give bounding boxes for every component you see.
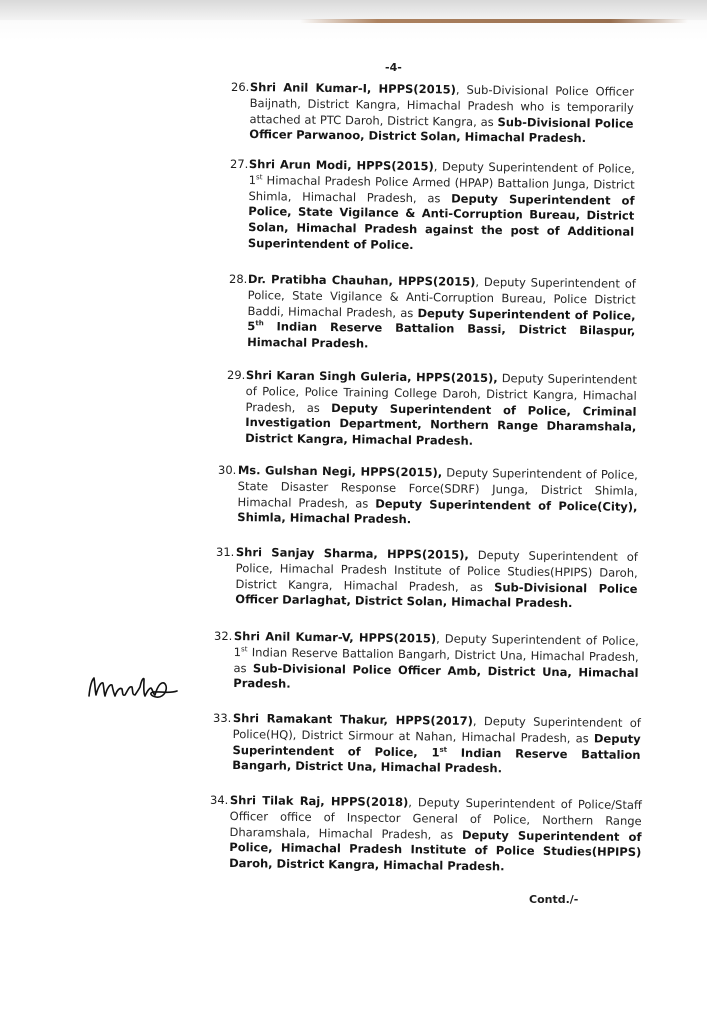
new-posting: Sub-Divisional Police Officer Amb, District Una, Himachal Pradesh. — [233, 660, 639, 692]
ordinal-suffix: st — [256, 173, 263, 182]
new-posting: Sub-Divisional Police Officer Darlaghat, District Solan, Himachal Pradesh. — [235, 579, 638, 611]
entry-number: 29. — [227, 368, 246, 382]
entry-33 — [213, 711, 641, 774]
current-posting: , Deputy Superintendent of Police/Staff Officer office of Inspector General of Police, Northern Range Dharamshala, Himachal Pradesh, as — [229, 795, 642, 842]
officer-name: Shri Arun Modi, HPPS(2015) — [248, 157, 434, 174]
current-posting-a: , Deputy Superintendent of Police, 1 — [248, 159, 635, 187]
officer-name: Shri Karan Singh Guleria, HPPS(2015), — [245, 368, 498, 386]
entry-number: 34. — [210, 793, 229, 807]
current-posting: , Deputy Superintendent of Police, State Vigilance & Anti-Corruption Bureau, Police District Baddi, Himachal Pradesh, as — [247, 274, 636, 320]
entry-number: 31. — [216, 545, 235, 559]
officer-name: Shri Ramakant Thakur, HPPS(2017) — [232, 711, 473, 728]
page-number: -4- — [385, 61, 402, 74]
entry-text — [237, 463, 638, 531]
signature-scribble-icon — [85, 668, 185, 704]
entry-26 — [231, 80, 634, 146]
current-posting: , Deputy Superintendent of Police(HQ), District Sirmour at Nahan, Himachal Pradesh, as — [232, 713, 641, 746]
entry-31 — [216, 545, 638, 611]
entry-number: 30. — [218, 463, 237, 477]
new-posting-a: Deputy Superintendent of Police, 1 — [232, 731, 641, 760]
continued-marker: Contd./- — [529, 893, 579, 906]
entry-text — [233, 629, 639, 697]
new-posting-a: Deputy Superintendent of Police, 5 — [247, 305, 636, 334]
current-posting: , Sub-Divisional Police Officer Baijnath, District Kangra, Himachal Pradesh who is temporarily attached at PTC Daroh, District Kangra, as — [249, 82, 634, 129]
officer-name: Ms. Gulshan Negi, HPPS(2015), — [237, 463, 443, 480]
current-posting: Deputy Superintendent of Police, Police Training College Daroh, District Kangra, Himachal Pradesh, as — [245, 371, 637, 415]
current-posting: Deputy Superintendent of Police, Himachal Pradesh Institute of Police Studies(HPIPS) Daroh, District Kangra, Himachal Pradesh, as — [235, 547, 638, 594]
new-posting-b: Indian Reserve Battalion Bangarh, District Una, Himachal Pradesh. — [232, 745, 641, 776]
entry-number: 28. — [229, 272, 248, 286]
current-posting-b: Himachal Pradesh Police Armed (HPAP) Battalion Junga, District Shimla, Himachal Pradesh, as — [248, 172, 635, 206]
new-posting-b: Indian Reserve Battalion Bassi, District Bilaspur, Himachal Pradesh. — [247, 319, 636, 351]
entry-text — [229, 793, 642, 877]
entry-29 — [227, 368, 637, 447]
signature — [85, 668, 185, 708]
new-posting: Deputy Superintendent of Police, Himachal Pradesh Institute of Police Studies(HPIPS) Daroh, District Kangra, Himachal Pradesh. — [229, 827, 642, 874]
entry-text — [235, 545, 638, 613]
entry-text — [247, 272, 636, 356]
scan-top-edge — [0, 0, 707, 20]
entry-number: 27. — [230, 157, 249, 171]
entry-28 — [229, 272, 636, 351]
officer-name: Shri Anil Kumar-I, HPPS(2015) — [249, 80, 456, 97]
entry-text — [249, 80, 634, 148]
entry-27 — [230, 157, 635, 252]
new-posting: Deputy Superintendent of Police, Criminal Investigation Department, Northern Range Dharamshala, District Kangra, Himachal Pradesh. — [245, 400, 637, 448]
entry-text — [232, 711, 641, 779]
ordinal-suffix: st — [439, 745, 448, 754]
scan-streak — [300, 19, 688, 23]
entry-text — [248, 157, 635, 256]
current-posting: Deputy Superintendent of Police, State Disaster Response Force(SDRF) Junga, District Shimla, Himachal Pradesh, as — [237, 465, 638, 511]
officer-name: Shri Tilak Raj, HPPS(2018) — [229, 793, 409, 810]
entry-34 — [210, 793, 642, 872]
officer-name: Dr. Pratibha Chauhan, HPPS(2015) — [247, 272, 476, 289]
officer-name: Shri Anil Kumar-V, HPPS(2015) — [233, 629, 437, 646]
entry-number: 33. — [213, 711, 232, 725]
entry-number: 32. — [214, 629, 233, 643]
entry-text — [245, 368, 637, 452]
current-posting-a: , Deputy Superintendent of Police, 1 — [233, 631, 639, 659]
new-posting: Deputy Superintendent of Police, State Vigilance & Anti-Corruption Bureau, District Solan, Himachal Pradesh against the post of Additional Superintendent of Police. — [247, 191, 635, 253]
ordinal-suffix: st — [241, 645, 248, 654]
entry-32 — [214, 629, 639, 692]
current-posting-b: Indian Reserve Battalion Bangarh, District Una, Himachal Pradesh, as — [233, 644, 639, 675]
new-posting: Deputy Superintendent of Police(City), Shimla, Himachal Pradesh. — [237, 496, 638, 527]
officer-name: Shri Sanjay Sharma, HPPS(2015), — [235, 545, 469, 562]
entry-30 — [218, 463, 638, 526]
new-posting: Sub-Divisional Police Officer Parwanoo, District Solan, Himachal Pradesh. — [249, 114, 634, 146]
entry-number: 26. — [231, 80, 250, 94]
ordinal-suffix: th — [255, 319, 264, 328]
